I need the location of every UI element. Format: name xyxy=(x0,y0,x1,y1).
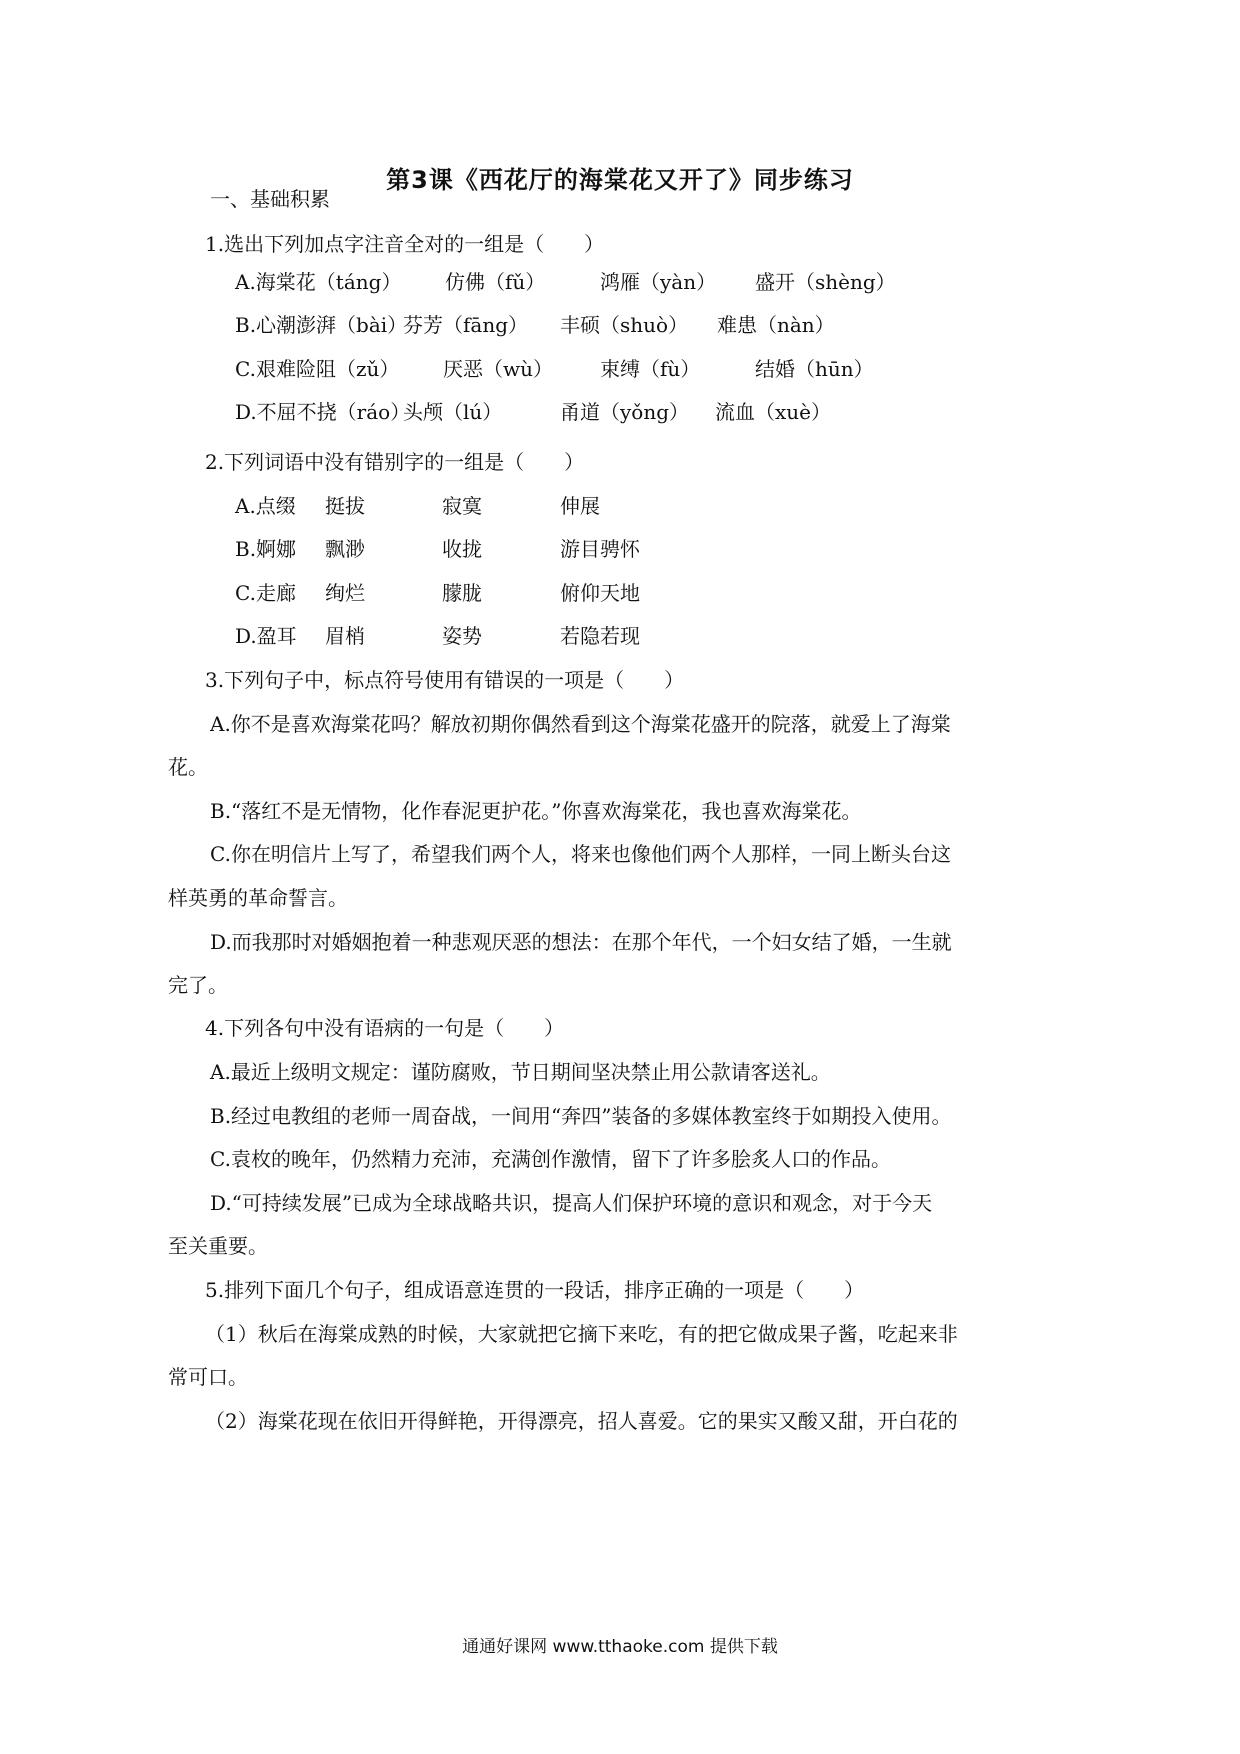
q3-option-a: A.你不是喜欢海棠花吗？解放初期你偶然看到这个海棠花盛开的院落，就爱上了海棠 xyxy=(210,712,951,736)
option-text: B.婀娜 xyxy=(235,537,297,561)
q2-stem: 2.下列词语中没有错别字的一组是（ ） xyxy=(205,450,585,474)
q5-sentence-1: （1）秋后在海棠成熟的时候，大家就把它摘下来吃，有的把它做成果子酱，吃起来非 xyxy=(205,1322,958,1346)
option-text: D.不屈不挠（ráo） xyxy=(235,400,411,424)
option-text: 若隐若现 xyxy=(560,624,640,648)
option-text: 俯仰天地 xyxy=(560,581,640,605)
q5-sentence-1-cont: 常可口。 xyxy=(168,1365,248,1389)
q4-option-c: C.袁枚的晚年，仍然精力充沛，充满创作激情，留下了许多脍炙人口的作品。 xyxy=(210,1147,891,1171)
q1-stem: 1.选出下列加点字注音全对的一组是（ ） xyxy=(205,232,605,256)
option-text: 游目骋怀 xyxy=(560,537,640,561)
q4-option-d: D.“可持续发展”已成为全球战略共识，提高人们保护环境的意识和观念，对于今天 xyxy=(210,1191,933,1215)
q3-option-a-cont: 花。 xyxy=(168,755,208,779)
option-text: 姿势 xyxy=(442,624,482,648)
option-text: 头颅（lú） xyxy=(403,400,503,424)
option-text: 绚烂 xyxy=(325,581,365,605)
q3-option-c: C.你在明信片上写了，希望我们两个人，将来也像他们两个人那样，一同上断头台这 xyxy=(210,842,951,866)
page-footer: 通通好课网 www.tthaoke.com 提供下载 xyxy=(462,1637,778,1657)
option-text: B.心潮澎湃（bài） xyxy=(235,313,408,337)
q4-option-d-cont: 至关重要。 xyxy=(168,1234,268,1258)
option-text: 束缚（fù） xyxy=(600,357,701,381)
option-text: 寂寞 xyxy=(442,494,482,518)
option-text: A.点缀 xyxy=(235,494,296,518)
q5-sentence-2: （2）海棠花现在依旧开得鲜艳，开得漂亮，招人喜爱。它的果实又酸又甜，开白花的 xyxy=(205,1409,958,1433)
option-text: C.走廊 xyxy=(235,581,296,605)
option-text: 飘渺 xyxy=(325,537,365,561)
q4-stem: 4.下列各句中没有语病的一句是（ ） xyxy=(205,1016,565,1040)
q3-option-d: D.而我那时对婚姻抱着一种悲观厌恶的想法：在那个年代，一个妇女结了婚，一生就 xyxy=(210,930,952,954)
option-text: 收拢 xyxy=(442,537,482,561)
option-text: 厌恶（wù） xyxy=(443,357,553,381)
option-text: C.艰难险阻（zǔ） xyxy=(235,357,400,381)
option-text: 甬道（yǒng） xyxy=(560,400,690,424)
section-heading: 一、基础积累 xyxy=(210,187,330,211)
option-text: 朦胧 xyxy=(442,581,482,605)
option-text: A.海棠花（táng） xyxy=(235,270,402,294)
option-text: D.盈耳 xyxy=(235,624,297,648)
option-text: 鸿雁（yàn） xyxy=(600,270,717,294)
option-text: 结婚（hūn） xyxy=(755,357,874,381)
option-text: 伸展 xyxy=(560,494,600,518)
option-text: 难患（nàn） xyxy=(717,313,835,337)
q3-option-b: B.“落红不是无情物，化作春泥更护花。”你喜欢海棠花，我也喜欢海棠花。 xyxy=(210,799,862,823)
q4-option-a: A.最近上级明文规定：谨防腐败，节日期间坚决禁止用公款请客送礼。 xyxy=(210,1060,831,1084)
q3-stem: 3.下列句子中，标点符号使用有错误的一项是（ ） xyxy=(205,668,685,692)
q4-option-b: B.经过电教组的老师一周奋战，一间用“奔四”装备的多媒体教室终于如期投入使用。 xyxy=(210,1104,952,1128)
option-text: 流血（xuè） xyxy=(715,400,831,424)
q3-option-d-cont: 完了。 xyxy=(168,973,228,997)
option-text: 仿佛（fǔ） xyxy=(445,270,546,294)
option-text: 芬芳（fāng） xyxy=(403,313,529,337)
page-title: 第3课《西花厅的海棠花又开了》同步练习 xyxy=(386,166,854,194)
option-text: 盛开（shèng） xyxy=(755,270,896,294)
q3-option-c-cont: 样英勇的革命誓言。 xyxy=(168,886,348,910)
option-text: 丰硕（shuò） xyxy=(560,313,689,337)
q5-stem: 5.排列下面几个句子，组成语意连贯的一段话，排序正确的一项是（ ） xyxy=(205,1278,865,1302)
option-text: 挺拔 xyxy=(325,494,365,518)
option-text: 眉梢 xyxy=(325,624,365,648)
